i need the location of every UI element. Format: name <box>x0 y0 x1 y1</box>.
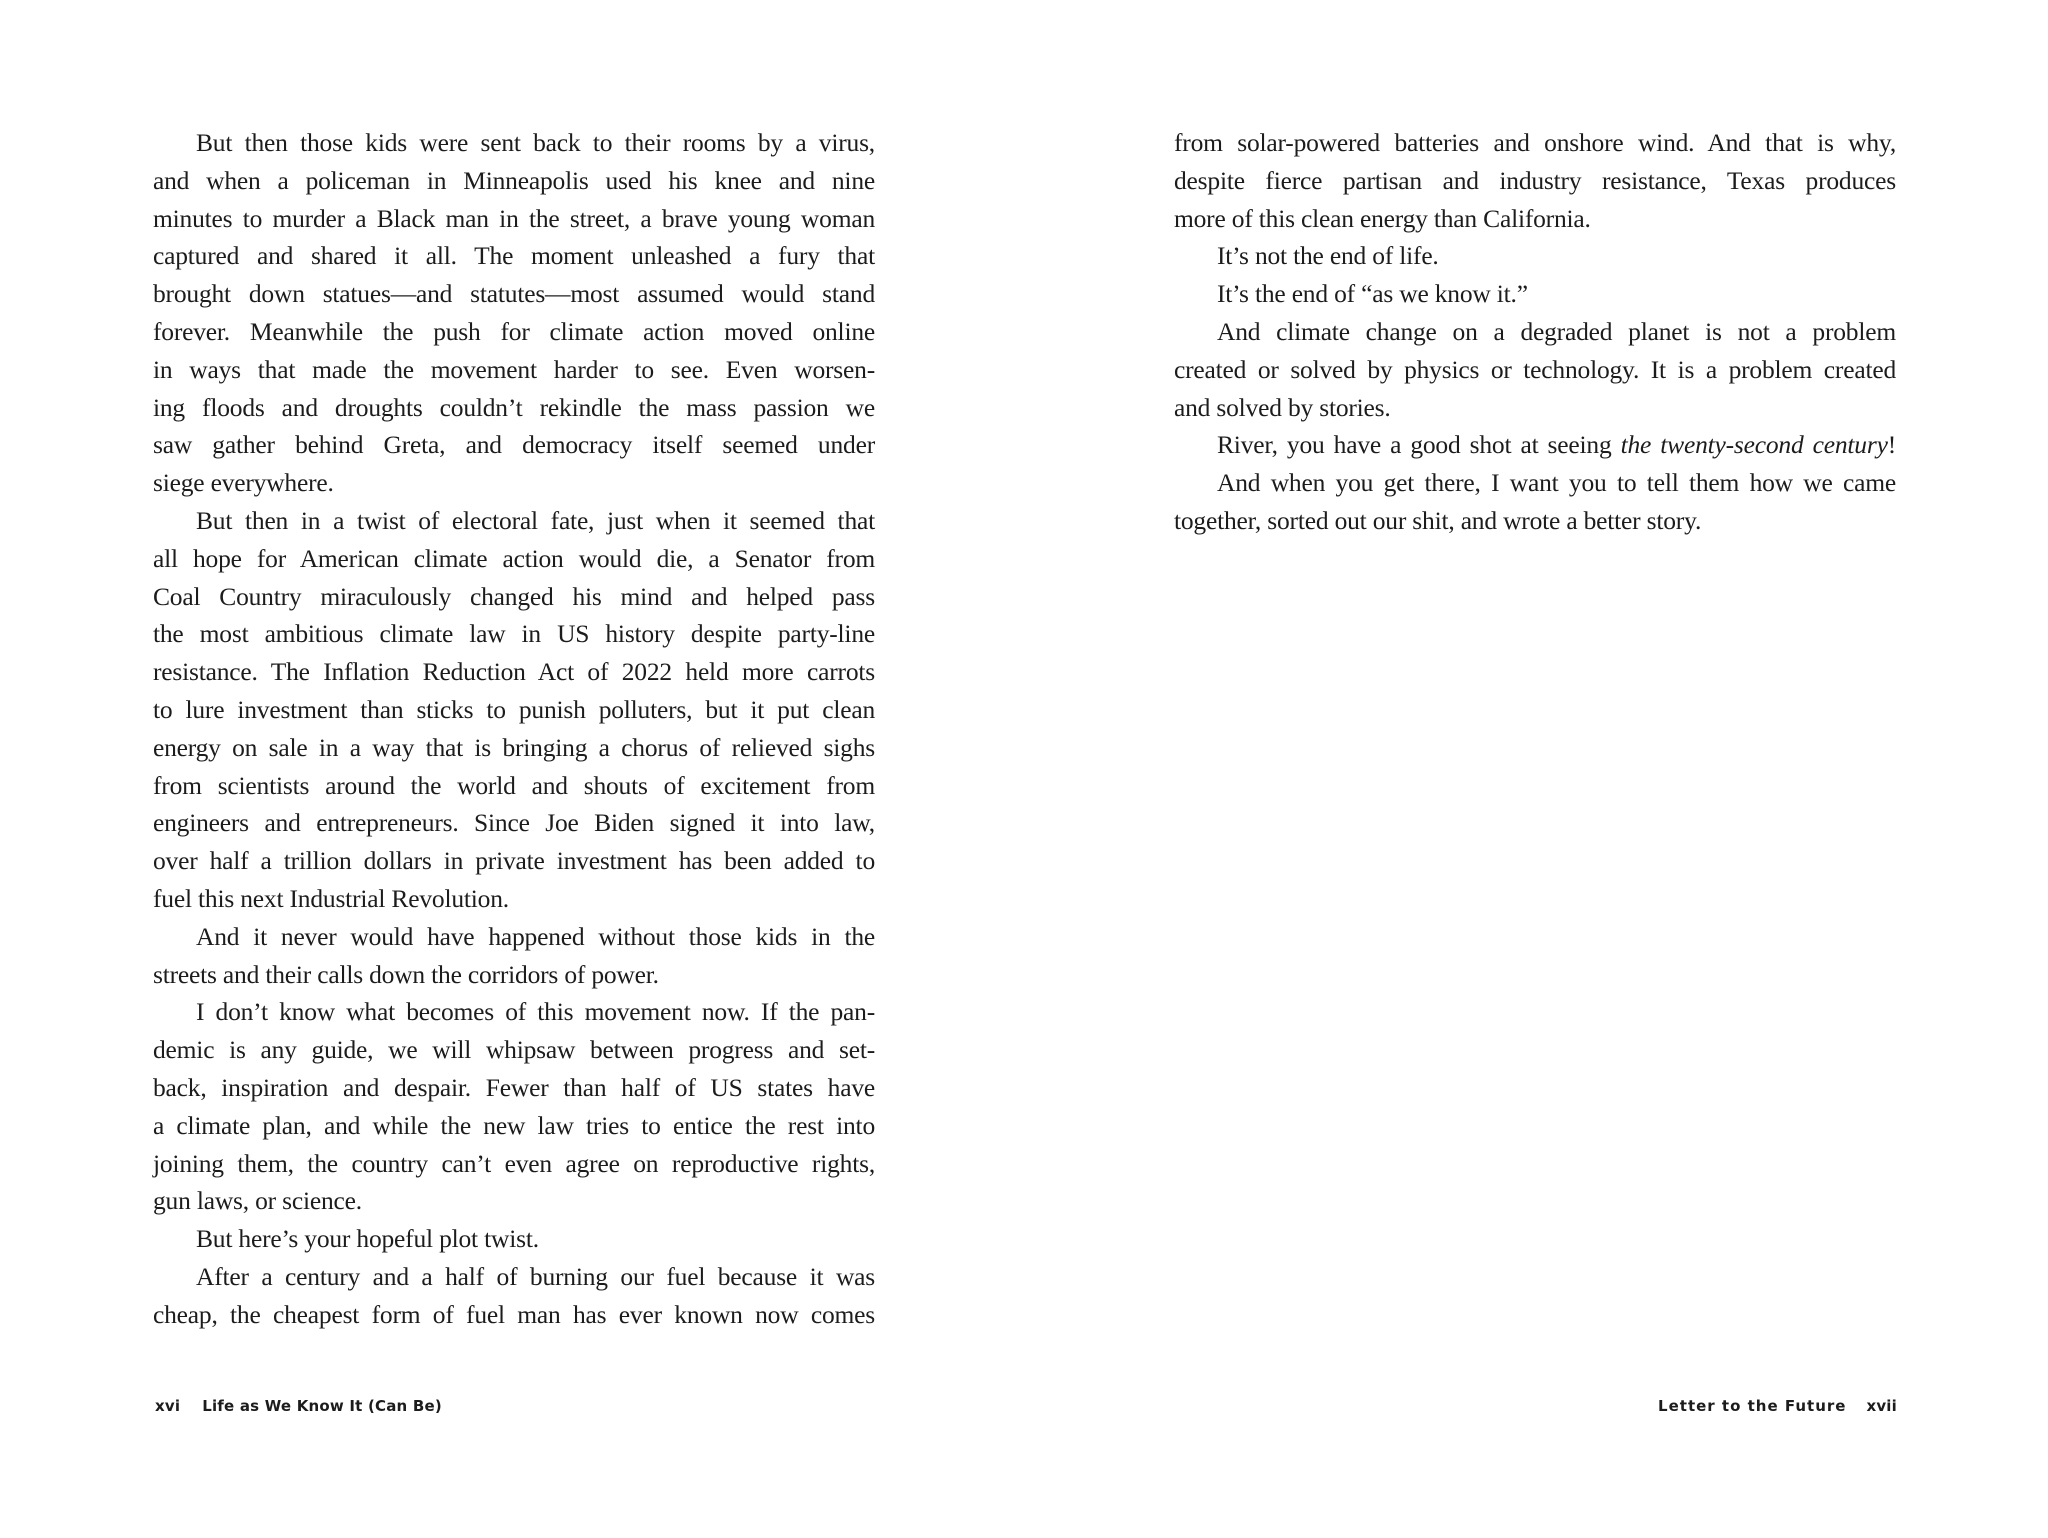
text-line: engineers and entrepreneurs. Since Joe Biden signed it into law, <box>153 808 875 838</box>
text-line: back, inspiration and despair. Fewer than half of US states have <box>153 1072 875 1102</box>
text-line: to lure investment than sticks to punish polluters, but it put clean <box>153 694 875 724</box>
text-line: the most ambitious climate law in US history despite party-line <box>153 619 875 649</box>
text-line: After a century and a half of burning our fuel because it was <box>196 1261 875 1291</box>
text-line: Coal Country miraculously changed his mind and helped pass <box>153 581 875 611</box>
italic-text: the twenty-second century <box>1620 430 1888 460</box>
right-page-footer <box>1658 1397 1897 1415</box>
text-line: And climate change on a degraded planet is not a problem <box>1217 316 1896 346</box>
text-line: demic is any guide, we will whipsaw between progress and set- <box>153 1035 875 1065</box>
text-line: It’s not the end of life. <box>1217 241 1439 271</box>
text-line: captured and shared it all. The moment unleashed a fury that <box>153 241 875 271</box>
text-line: from scientists around the world and shouts of excitement from <box>153 770 875 800</box>
text-line: streets and their calls down the corridors of power. <box>153 959 659 989</box>
text-line: joining them, the country can’t even agree on reproductive rights, <box>153 1148 875 1178</box>
text-run: ! <box>1887 430 1896 460</box>
text-line: And when you get there, I want you to tell them how we came <box>1217 468 1896 498</box>
text-run: River, you have a good shot at seeing <box>1217 430 1621 460</box>
text-line: I don’t know what becomes of this movement now. If the pan- <box>196 997 875 1027</box>
right-page-body-text <box>1174 124 1896 540</box>
text-line: siege everywhere. <box>153 468 334 498</box>
text-line: more of this clean energy than California. <box>1174 203 1591 233</box>
text-line: gun laws, or science. <box>153 1186 362 1216</box>
text-line: But then in a twist of electoral fate, just when it seemed that <box>196 505 875 535</box>
text-line <box>1174 426 1896 464</box>
text-line: resistance. The Inflation Reduction Act of 2022 held more carrots <box>153 657 875 687</box>
text-line: And it never would have happened without those kids in the <box>196 921 875 951</box>
running-head-chapter-title: Letter to the Future <box>1658 1397 1847 1415</box>
right-page <box>1024 0 2048 1538</box>
text-line: in ways that made the movement harder to see. Even worsen- <box>153 354 875 384</box>
text-line: brought down statues—and statutes—most assumed would stand <box>153 279 875 309</box>
text-line: It’s the end of “as we know it.” <box>1217 279 1528 309</box>
text-line: from solar-powered batteries and onshore wind. And that is why, <box>1174 128 1896 157</box>
text-line: a climate plan, and while the new law tries to entice the rest into <box>153 1110 875 1140</box>
text-line: energy on sale in a way that is bringing a chorus of relieved sighs <box>153 732 875 762</box>
text-line: and solved by stories. <box>1174 392 1391 422</box>
left-page-footer <box>155 1397 442 1415</box>
running-head-book-title: Life as We Know It (Can Be) <box>202 1397 442 1415</box>
text-line: But then those kids were sent back to their rooms by a virus, <box>196 128 875 157</box>
text-line: together, sorted out our shit, and wrote a better story. <box>1174 505 1702 535</box>
text-line: despite fierce partisan and industry resistance, Texas produces <box>1174 165 1896 195</box>
text-line: saw gather behind Greta, and democracy itself seemed under <box>153 430 875 460</box>
text-line: ing floods and droughts couldn’t rekindle the mass passion we <box>153 392 875 422</box>
text-line: all hope for American climate action would die, a Senator from <box>153 543 875 573</box>
text-line: created or solved by physics or technology. It is a problem created <box>1174 354 1896 384</box>
text-line: cheap, the cheapest form of fuel man has ever known now comes <box>153 1299 875 1329</box>
text-line: fuel this next Industrial Revolution. <box>153 883 509 913</box>
left-page-body-text <box>153 124 875 1334</box>
text-line: forever. Meanwhile the push for climate action moved online <box>153 316 875 346</box>
text-line: minutes to murder a Black man in the street, a brave young woman <box>153 203 875 233</box>
page-number: xvii <box>1866 1397 1897 1415</box>
text-line: But here’s your hopeful plot twist. <box>196 1224 539 1254</box>
text-line: over half a trillion dollars in private investment has been added to <box>153 846 875 876</box>
page-number: xvi <box>155 1397 181 1415</box>
text-line: and when a policeman in Minneapolis used his knee and nine <box>153 165 875 195</box>
